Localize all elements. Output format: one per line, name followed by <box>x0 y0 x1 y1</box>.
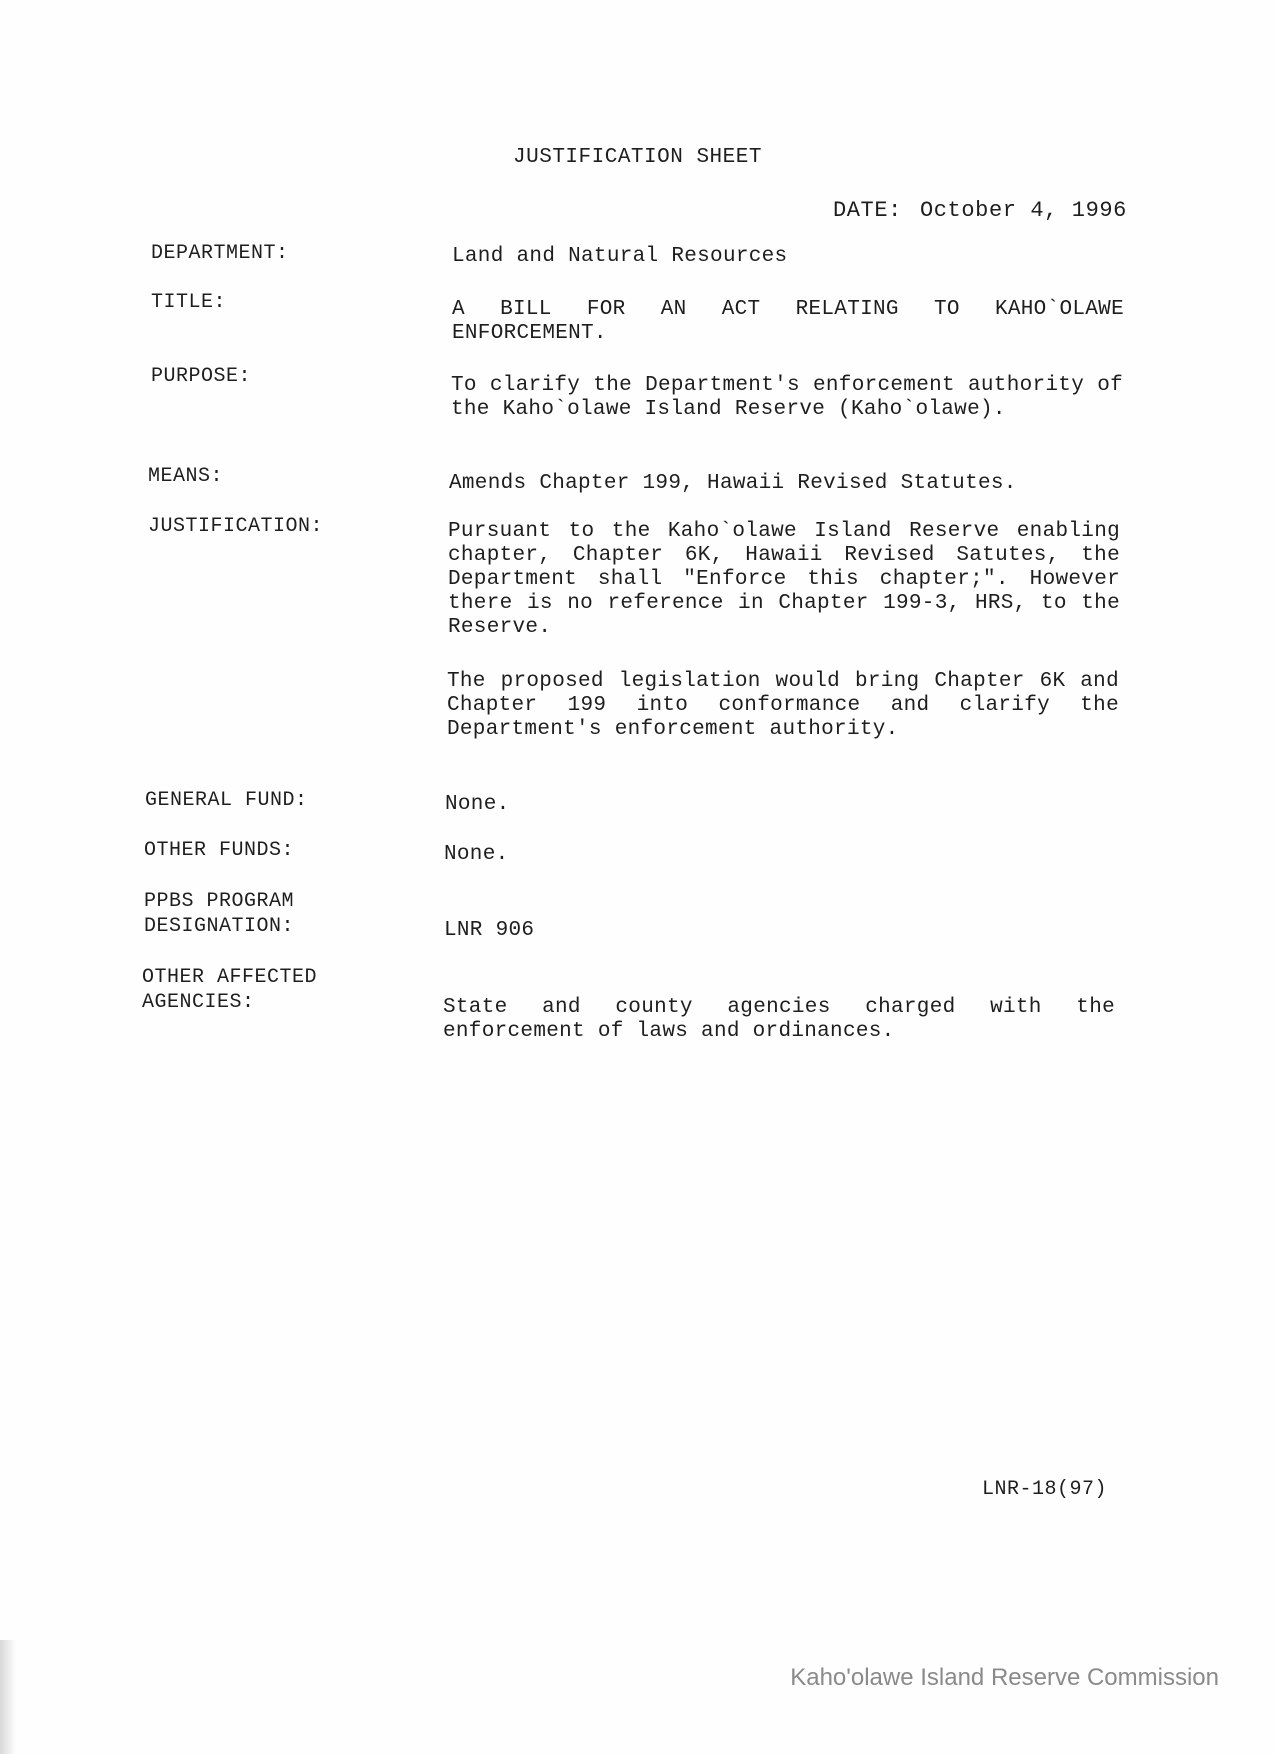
other-funds-label: OTHER FUNDS: <box>144 839 295 862</box>
document-title: JUSTIFICATION SHEET <box>513 146 762 169</box>
justification-paragraph-2: The proposed legislation would bring Chapter 6K and Chapter 199 into conformance and clarify the Department's enforcement authority. <box>447 670 1119 741</box>
other-agencies-label: OTHER AFFECTED AGENCIES: <box>142 966 318 1014</box>
other-funds-value: None. <box>444 843 509 866</box>
justification-paragraph-1: Pursuant to the Kaho`olawe Island Reserve enabling chapter, Chapter 6K, Hawaii Revised Satutes, the Department shall "Enforce this chapter;". However there is no reference in Chapter 199-3, HRS, to the Reserve. <box>448 520 1120 639</box>
title-value: A BILL FOR AN ACT RELATING TO KAHO`OLAWE ENFORCEMENT. <box>452 298 1124 345</box>
general-fund-label: GENERAL FUND: <box>145 789 308 812</box>
form-number: LNR-18(97) <box>981 1478 1107 1501</box>
means-label: MEANS: <box>148 465 224 488</box>
scan-edge-shadow <box>0 1640 16 1754</box>
other-agencies-value: State and county agencies charged with the enforcement of laws and ordinances. <box>443 996 1115 1043</box>
department-label: DEPARTMENT: <box>151 242 289 265</box>
department-value: Land and Natural Resources <box>452 245 788 268</box>
general-fund-value: None. <box>445 793 510 816</box>
watermark: Kaho'olawe Island Reserve Commission <box>790 1664 1219 1691</box>
means-value: Amends Chapter 199, Hawaii Revised Statutes. <box>449 472 1017 495</box>
ppbs-value: LNR 906 <box>444 919 535 942</box>
date-value: October 4, 1996 <box>919 198 1127 223</box>
ppbs-label: PPBS PROGRAM DESIGNATION: <box>144 890 295 938</box>
title-label: TITLE: <box>151 291 227 314</box>
date-label: DATE: <box>832 198 902 223</box>
justification-label: JUSTIFICATION: <box>148 515 324 538</box>
date-line <box>833 198 1127 223</box>
purpose-value: To clarify the Department's enforcement authority of the Kaho`olawe Island Reserve (Kaho`olawe). <box>451 374 1123 421</box>
purpose-label: PURPOSE: <box>151 365 252 388</box>
